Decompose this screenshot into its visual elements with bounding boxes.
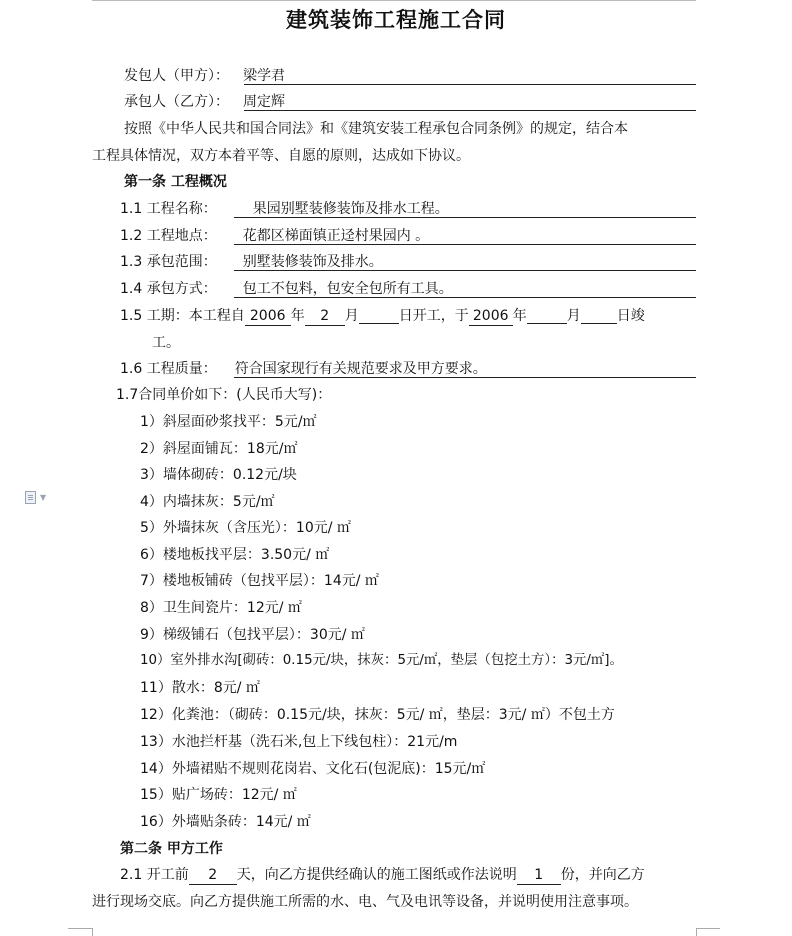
document-outline-icon[interactable]: [25, 491, 36, 504]
start-year: 2006: [245, 307, 291, 326]
party-a-name: 梁学君: [243, 68, 285, 84]
clause-1-4: [120, 280, 453, 298]
clause-1-2-label: 1.2 工程地点：: [120, 228, 217, 244]
party-b-label: 承包人（乙方）：: [124, 94, 229, 110]
end-month: [527, 307, 567, 324]
clause-1-2-underline: [234, 244, 696, 245]
clause-1-3: [120, 253, 383, 271]
end-suffix: 日竣: [616, 308, 645, 324]
start-year-unit: 年: [290, 308, 305, 324]
clause-1-2-value: 花都区梯面镇正迳村果园内 。: [242, 228, 430, 244]
start-suffix: 日开工，于: [398, 308, 469, 324]
clause-1-3-value: 别墅装修装饰及排水。: [242, 254, 383, 270]
price-item: 4）内墙抹灰：5元/㎡: [140, 494, 275, 510]
price-item: 16）外墙贴条砖：14元/ ㎡: [140, 814, 311, 830]
clause-1-2: [120, 227, 429, 245]
document-title: 建筑装饰工程施工合同: [286, 8, 506, 32]
clause-1-1: [120, 200, 449, 218]
days-value: 2: [189, 866, 237, 885]
clause-2-1: [120, 866, 645, 885]
price-heading: 1.7合同单价如下：(人民币大写)：: [116, 387, 332, 403]
clause-1-6-underline: [234, 377, 696, 378]
party-a-label: 发包人（甲方）：: [124, 68, 229, 84]
price-item: 6）楼地板找平层：3.50元/ ㎡: [140, 547, 330, 563]
party-b-line: [124, 93, 285, 111]
end-day: [581, 307, 617, 324]
start-month: 2: [305, 307, 345, 326]
article-2-heading: 第二条 甲方工作: [120, 841, 223, 857]
price-item: 14）外墙裙贴不规则花岗岩、文化石(包泥底)：15元/㎡: [140, 761, 486, 777]
crop-mark: [696, 928, 720, 929]
clause-2-1-prefix: 2.1 开工前: [120, 867, 189, 883]
clause-1-3-label: 1.3 承包范围：: [120, 254, 217, 270]
crop-mark: [92, 928, 93, 936]
preamble-line-1: 按照《中华人民共和国合同法》和《建筑安装工程承包合同条例》的规定，结合本: [124, 121, 628, 137]
price-item: 12）化粪池：（砌砖：0.15元/块，抹灰：5元/ ㎡，垫层：3元/ ㎡）不包土方: [140, 707, 615, 723]
price-item: 8）卫生间瓷片：12元/ ㎡: [140, 600, 302, 616]
start-month-unit: 月: [344, 308, 359, 324]
price-item: 9）梯级铺石（包找平层）：30元/ ㎡: [140, 627, 365, 643]
clause-1-5-wrap: 工。: [152, 335, 180, 351]
clause-1-1-underline: [234, 217, 696, 218]
clause-1-3-underline: [234, 270, 696, 271]
clause-1-1-label: 1.1 工程名称：: [120, 201, 217, 217]
clause-1-4-underline: [234, 297, 696, 298]
chevron-down-icon[interactable]: ▼: [40, 493, 47, 502]
copies-value: 1: [517, 866, 561, 885]
price-item: 10）室外排水沟[砌砖：0.15元/块，抹灰：5元/㎡，垫层（包挖土方）：3元/㎡]。: [140, 653, 623, 668]
clause-1-6: [120, 360, 487, 378]
price-item: 5）外墙抹灰（含压光）：10元/ ㎡: [140, 520, 351, 536]
price-item: 7）楼地板铺砖（包找平层）：14元/ ㎡: [140, 573, 379, 589]
page-top-border: [92, 0, 696, 1]
end-year: 2006: [469, 307, 513, 326]
end-year-unit: 年: [512, 308, 527, 324]
price-item: 13）水池拦杆基（洗石米,包上下线包柱）：21元/m: [140, 734, 458, 750]
clause-2-1-line-2: 进行现场交底。向乙方提供施工所需的水、电、气及电讯等设备，并说明使用注意事项。: [92, 894, 638, 910]
party-a-underline: [244, 84, 696, 85]
crop-mark: [696, 928, 697, 936]
clause-2-1-mid: 天，向乙方提供经确认的施工图纸或作法说明: [236, 867, 517, 883]
price-item: 2）斜屋面铺瓦：18元/㎡: [140, 441, 298, 457]
party-a-line: [124, 67, 285, 85]
clause-1-6-value: 符合国家现行有关规范要求及甲方要求。: [234, 361, 487, 377]
article-1-heading: 第一条 工程概况: [124, 174, 227, 190]
price-item: 1）斜屋面砂浆找平：5元/㎡: [140, 414, 317, 430]
start-day: [359, 307, 399, 324]
clause-1-5-prefix: 1.5 工期：本工程自: [120, 308, 245, 324]
preamble-line-2: 工程具体情况，双方本着平等、自愿的原则，达成如下协议。: [92, 148, 470, 164]
clause-1-6-label: 1.6 工程质量：: [120, 361, 217, 377]
clause-2-1-end: 份，并向乙方: [560, 867, 645, 883]
price-item: 3）墙体砌砖：0.12元/块: [140, 467, 297, 483]
clause-1-1-value: 果园别墅装修装饰及排水工程。: [252, 201, 449, 217]
crop-mark: [68, 928, 92, 929]
clause-1-4-label: 1.4 承包方式：: [120, 281, 217, 297]
clause-1-4-value: 包工不包料，包安全包所有工具。: [242, 281, 453, 297]
party-b-underline: [244, 110, 696, 111]
price-item: 11）散水：8元/ ㎡: [140, 680, 260, 696]
price-item: 15）贴广场砖：12元/ ㎡: [140, 787, 297, 803]
end-month-unit: 月: [566, 308, 581, 324]
clause-1-5: [120, 307, 645, 326]
party-b-name: 周定辉: [243, 94, 285, 110]
